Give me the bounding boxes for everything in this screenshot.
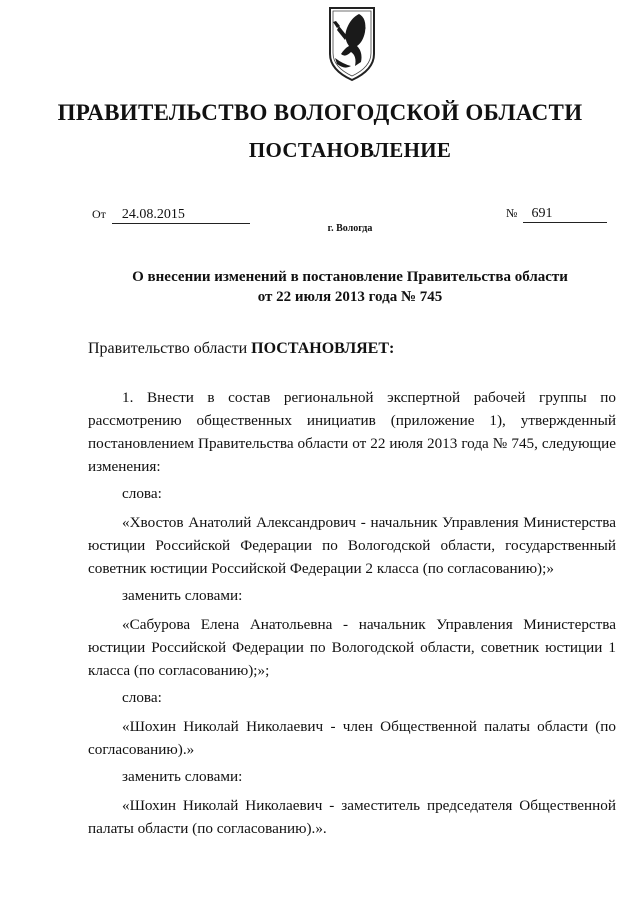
paragraph-9: «Шохин Николай Николаевич - заместитель председателя Общественной палаты области (по согласованию).». (88, 797, 616, 837)
coat-of-arms-icon (327, 6, 377, 82)
document-body (88, 386, 616, 840)
document-date (92, 207, 250, 224)
document-heading (0, 267, 640, 307)
heading-line-1: О внесении изменений в постановление Правительства области (132, 269, 568, 285)
city-label: г. Вологда (327, 223, 373, 234)
intro-text: Правительство области (88, 340, 248, 357)
government-title: ПРАВИТЕЛЬСТВО ВОЛОГОДСКОЙ ОБЛАСТИ (57, 100, 583, 125)
document-number (506, 206, 607, 223)
paragraph-2: слова: (122, 485, 162, 502)
date-value: 24.08.2015 (112, 207, 250, 224)
date-prefix: От (92, 207, 106, 221)
paragraph-7: «Шохин Николай Николаевич - член Общественной палаты области (по согласованию).» (88, 718, 616, 758)
number-value: 691 (523, 206, 607, 223)
number-prefix: № (506, 206, 518, 220)
paragraph-6: слова: (122, 689, 162, 706)
heading-line-2: от 22 июля 2013 года № 745 (257, 289, 443, 305)
paragraph-3: «Хвостов Анатолий Александрович - начальник Управления Министерства юстиции Российской Федерации по Вологодской области, государственный советник юстиции Российской Федерации 2 класса (по согласованию);» (88, 514, 616, 577)
intro-emphasis: ПОСТАНОВЛЯЕТ: (251, 340, 395, 357)
paragraph-1: 1. Внести в состав региональной экспертной рабочей группы по рассмотрению общественных инициатив (приложение 1), утвержденный постановлением Правительства области от 22 июля 2013 года № 745, следующие изменения: (88, 389, 616, 475)
paragraph-5: «Сабурова Елена Анатольевна - начальник Управления Министерства юстиции Российской Федерации по Вологодской области, советник юстиции 1 класса (по согласованию);»; (88, 616, 616, 679)
paragraph-4: заменить словами: (122, 587, 243, 604)
document-type: ПОСТАНОВЛЕНИЕ (248, 138, 452, 162)
paragraph-8: заменить словами: (122, 768, 243, 785)
resolution-intro (88, 340, 394, 358)
